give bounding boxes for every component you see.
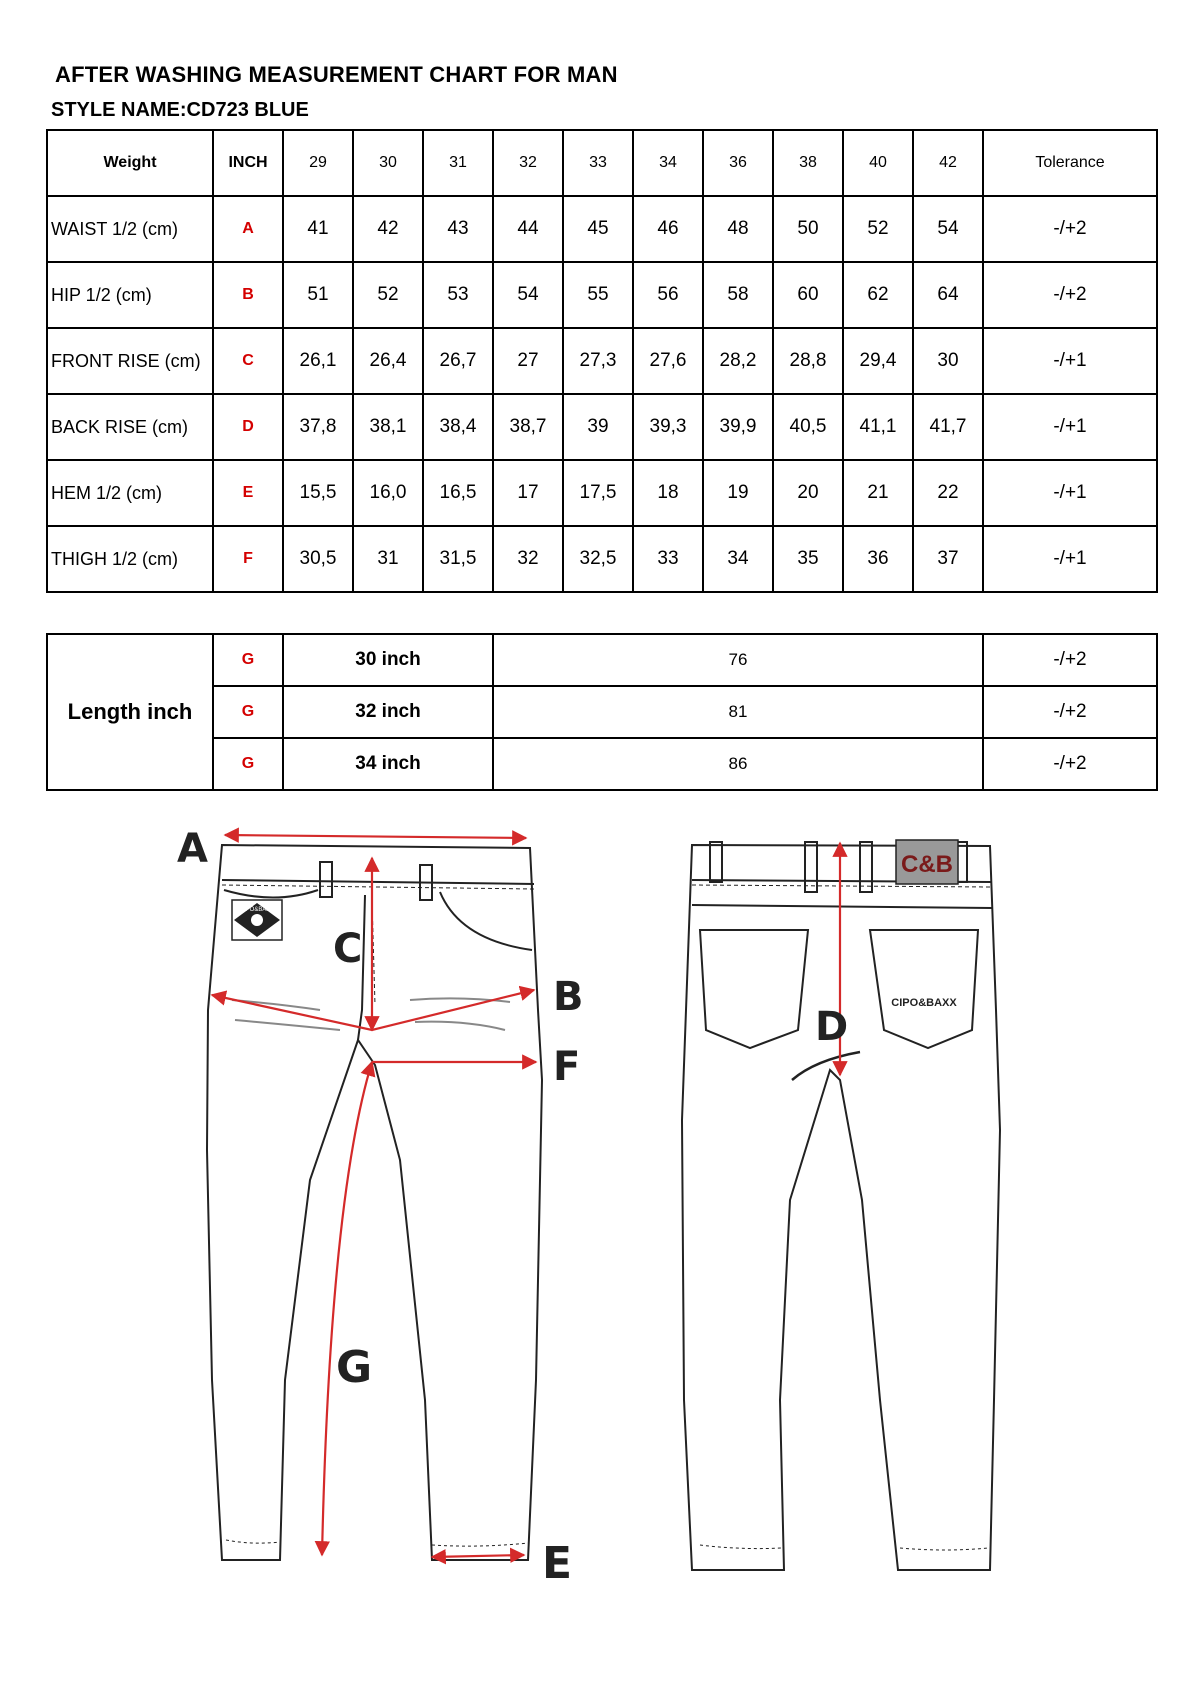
length-value: 86 — [493, 738, 983, 790]
length-tolerance: -/+2 — [983, 738, 1157, 790]
measurement-tolerance: -/+1 — [983, 394, 1157, 460]
size-table — [46, 129, 1158, 593]
measurement-value: 41 — [283, 196, 353, 262]
length-value: 76 — [493, 634, 983, 686]
length-inch: 32 inch — [283, 686, 493, 738]
measurement-value: 18 — [633, 460, 703, 526]
front-patch-brand: CIPO&BAXX — [239, 907, 275, 913]
size-header: 29 — [283, 130, 353, 196]
size-header: 40 — [843, 130, 913, 196]
length-inch: 34 inch — [283, 738, 493, 790]
measurement-value: 21 — [843, 460, 913, 526]
size-header: 31 — [423, 130, 493, 196]
tolerance-header: Tolerance — [983, 130, 1157, 196]
measurement-tolerance: -/+1 — [983, 328, 1157, 394]
measurement-value: 17,5 — [563, 460, 633, 526]
label-e: E — [542, 1538, 573, 1589]
label-b: B — [553, 974, 584, 1020]
measurement-code: A — [213, 196, 283, 262]
brand-patch — [896, 840, 958, 884]
measurement-value: 58 — [703, 262, 773, 328]
measurement-label: THIGH 1/2 (cm) — [47, 526, 213, 592]
measurement-value: 37,8 — [283, 394, 353, 460]
measurement-value: 38,7 — [493, 394, 563, 460]
measurement-label: HEM 1/2 (cm) — [47, 460, 213, 526]
size-header: 34 — [633, 130, 703, 196]
measurement-value: 16,0 — [353, 460, 423, 526]
measurement-value: 27,6 — [633, 328, 703, 394]
measurement-value: 16,5 — [423, 460, 493, 526]
measurement-value: 26,4 — [353, 328, 423, 394]
measurement-value: 53 — [423, 262, 493, 328]
front-measure-lines — [212, 835, 536, 1557]
measurement-value: 31,5 — [423, 526, 493, 592]
measurement-label: FRONT RISE (cm) — [47, 328, 213, 394]
measurement-value: 27 — [493, 328, 563, 394]
measurement-value: 64 — [913, 262, 983, 328]
measurement-row — [47, 196, 1157, 262]
jeans-diagram — [0, 800, 1200, 1620]
chart-title: AFTER WASHING MEASUREMENT CHART FOR MAN — [55, 62, 618, 87]
measurement-code: D — [213, 394, 283, 460]
measurement-row — [47, 262, 1157, 328]
label-g: G — [336, 1342, 373, 1393]
measurement-value: 52 — [353, 262, 423, 328]
measurement-tolerance: -/+1 — [983, 526, 1157, 592]
measurement-value: 19 — [703, 460, 773, 526]
measurement-value: 56 — [633, 262, 703, 328]
size-header: 38 — [773, 130, 843, 196]
label-f: F — [553, 1044, 581, 1090]
style-name: STYLE NAME:CD723 BLUE — [51, 99, 309, 121]
measurement-label: HIP 1/2 (cm) — [47, 262, 213, 328]
length-code: G — [213, 634, 283, 686]
label-c: C — [333, 926, 363, 972]
size-header: 42 — [913, 130, 983, 196]
measurement-value: 33 — [633, 526, 703, 592]
measurement-value: 54 — [493, 262, 563, 328]
measurement-value: 38,4 — [423, 394, 493, 460]
weight-header: Weight — [47, 130, 213, 196]
measurement-value: 32,5 — [563, 526, 633, 592]
hem-measure-line — [432, 1555, 524, 1557]
measurement-value: 46 — [633, 196, 703, 262]
measurement-row — [47, 328, 1157, 394]
size-header: 36 — [703, 130, 773, 196]
measurement-value: 31 — [353, 526, 423, 592]
measurement-tolerance: -/+2 — [983, 262, 1157, 328]
measurement-row — [47, 460, 1157, 526]
waist-measure-line — [225, 835, 526, 838]
front-patch — [232, 900, 282, 940]
measurement-value: 20 — [773, 460, 843, 526]
measurement-value: 45 — [563, 196, 633, 262]
measurement-label: BACK RISE (cm) — [47, 394, 213, 460]
measurement-value: 28,8 — [773, 328, 843, 394]
length-row — [47, 634, 1157, 686]
length-value: 81 — [493, 686, 983, 738]
measurement-value: 17 — [493, 460, 563, 526]
measurement-value: 36 — [843, 526, 913, 592]
measurement-value: 26,1 — [283, 328, 353, 394]
measurement-value: 22 — [913, 460, 983, 526]
measurement-tolerance: -/+2 — [983, 196, 1157, 262]
measurement-value: 35 — [773, 526, 843, 592]
measurement-value: 39 — [563, 394, 633, 460]
length-row — [47, 738, 1157, 790]
length-code: G — [213, 686, 283, 738]
measurement-value: 54 — [913, 196, 983, 262]
measurement-value: 62 — [843, 262, 913, 328]
measurement-value: 30 — [913, 328, 983, 394]
measurement-value: 34 — [703, 526, 773, 592]
measurement-value: 15,5 — [283, 460, 353, 526]
length-measure-line — [322, 1062, 372, 1555]
measurement-value: 28,2 — [703, 328, 773, 394]
brand-patch-text: C&B — [901, 851, 953, 878]
measurement-value: 55 — [563, 262, 633, 328]
inch-header: INCH — [213, 130, 283, 196]
length-row — [47, 686, 1157, 738]
measurement-row — [47, 526, 1157, 592]
size-table-body — [47, 196, 1157, 592]
measurement-code: E — [213, 460, 283, 526]
length-code: G — [213, 738, 283, 790]
measurement-value: 37 — [913, 526, 983, 592]
size-header-row — [47, 130, 1157, 196]
measurement-tolerance: -/+1 — [983, 460, 1157, 526]
measurement-value: 39,3 — [633, 394, 703, 460]
measurement-value: 30,5 — [283, 526, 353, 592]
measurement-value: 40,5 — [773, 394, 843, 460]
measurement-value: 52 — [843, 196, 913, 262]
measurement-value: 41,1 — [843, 394, 913, 460]
front-jeans-outline — [207, 845, 542, 1560]
measurement-row — [47, 394, 1157, 460]
label-a: A — [177, 826, 208, 872]
measurement-value: 27,3 — [563, 328, 633, 394]
size-header: 32 — [493, 130, 563, 196]
length-inch: 30 inch — [283, 634, 493, 686]
pocket-brand-text: CIPO&BAXX — [891, 997, 957, 1009]
length-tolerance: -/+2 — [983, 686, 1157, 738]
label-d: D — [815, 1004, 849, 1050]
measurement-value: 60 — [773, 262, 843, 328]
measurement-value: 48 — [703, 196, 773, 262]
length-tolerance: -/+2 — [983, 634, 1157, 686]
size-header: 33 — [563, 130, 633, 196]
measurement-code: B — [213, 262, 283, 328]
measurement-value: 41,7 — [913, 394, 983, 460]
measurement-value: 44 — [493, 196, 563, 262]
measurement-value: 50 — [773, 196, 843, 262]
measurement-value: 51 — [283, 262, 353, 328]
measurement-value: 26,7 — [423, 328, 493, 394]
measurement-value: 29,4 — [843, 328, 913, 394]
length-label: Length inch — [47, 634, 213, 790]
measurement-code: F — [213, 526, 283, 592]
measurement-value: 42 — [353, 196, 423, 262]
measurement-code: C — [213, 328, 283, 394]
measurement-value: 32 — [493, 526, 563, 592]
length-table — [46, 633, 1158, 791]
measurement-value: 43 — [423, 196, 493, 262]
measurement-label: WAIST 1/2 (cm) — [47, 196, 213, 262]
measurement-value: 38,1 — [353, 394, 423, 460]
size-header: 30 — [353, 130, 423, 196]
measurement-value: 39,9 — [703, 394, 773, 460]
